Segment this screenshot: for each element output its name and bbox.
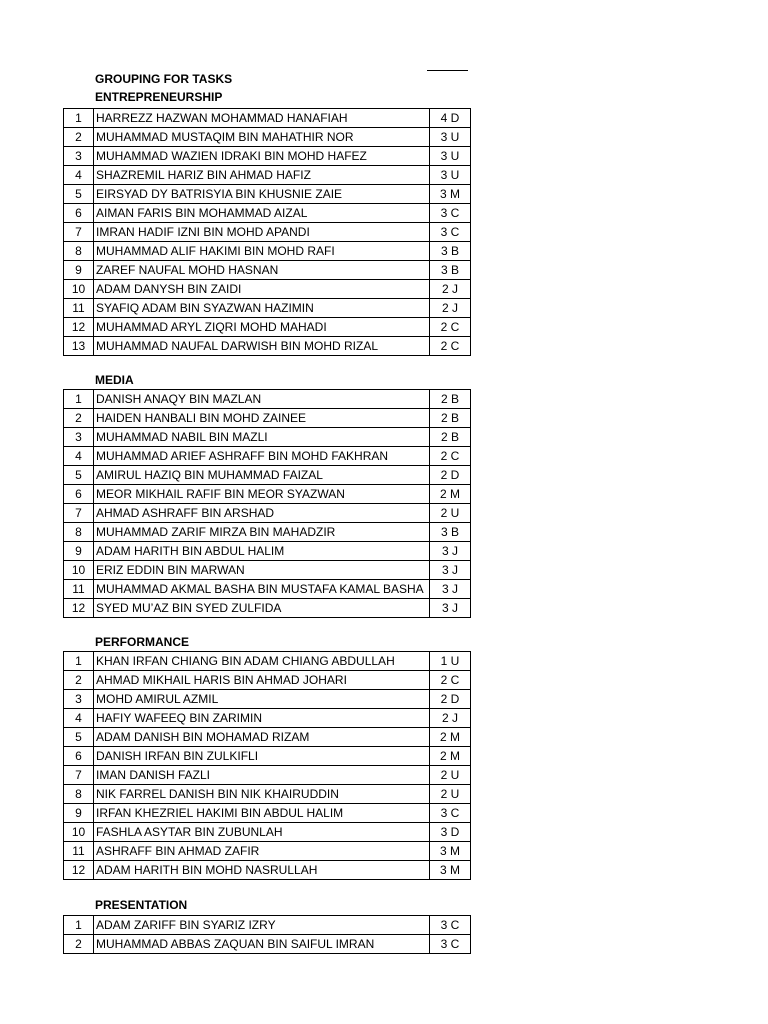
group-heading: MEDIA [95, 373, 134, 387]
table-row [64, 185, 471, 204]
row-number: 4 [64, 709, 94, 728]
class-code: 3 U [430, 147, 471, 166]
row-number: 11 [64, 299, 94, 318]
student-name: AHMAD ASHRAFF BIN ARSHAD [94, 504, 430, 523]
table-row [64, 261, 471, 280]
group-table [63, 651, 471, 880]
table-row [64, 390, 471, 409]
class-code: 2 B [430, 409, 471, 428]
table-row [64, 935, 471, 954]
table-row [64, 561, 471, 580]
row-number: 8 [64, 785, 94, 804]
group-heading: ENTREPRENEURSHIP [95, 90, 223, 104]
row-number: 7 [64, 223, 94, 242]
table-row [64, 280, 471, 299]
class-code: 1 U [430, 652, 471, 671]
table-row [64, 447, 471, 466]
table-row [64, 128, 471, 147]
row-number: 11 [64, 842, 94, 861]
student-name: SYED MU’AZ BIN SYED ZULFIDA [94, 599, 430, 618]
table-row [64, 580, 471, 599]
class-code: 2 J [430, 280, 471, 299]
table-row [64, 166, 471, 185]
table-row [64, 823, 471, 842]
student-name: AHMAD MIKHAIL HARIS BIN AHMAD JOHARI [94, 671, 430, 690]
class-code: 3 J [430, 599, 471, 618]
class-code: 3 B [430, 261, 471, 280]
table-row [64, 728, 471, 747]
table-row [64, 147, 471, 166]
student-name: ADAM HARITH BIN MOHD NASRULLAH [94, 861, 430, 880]
class-code: 3 M [430, 185, 471, 204]
student-name: NIK FARREL DANISH BIN NIK KHAIRUDDIN [94, 785, 430, 804]
class-code: 3 U [430, 166, 471, 185]
student-name: MUHAMMAD AKMAL BASHA BIN MUSTAFA KAMAL BASHA [94, 580, 430, 599]
class-code: 3 C [430, 916, 471, 935]
class-code: 3 C [430, 204, 471, 223]
class-code: 3 C [430, 804, 471, 823]
row-number: 10 [64, 280, 94, 299]
table-row [64, 690, 471, 709]
page-title: GROUPING FOR TASKS [95, 72, 233, 86]
row-number: 12 [64, 861, 94, 880]
student-name: HARREZZ HAZWAN MOHAMMAD HANAFIAH [94, 109, 430, 128]
table-row [64, 485, 471, 504]
student-name: HAFIY WAFEEQ BIN ZARIMIN [94, 709, 430, 728]
table-row [64, 652, 471, 671]
row-number: 9 [64, 804, 94, 823]
student-name: EIRSYAD DY BATRISYIA BIN KHUSNIE ZAIE [94, 185, 430, 204]
student-name: ERIZ EDDIN BIN MARWAN [94, 561, 430, 580]
group-heading: PRESENTATION [95, 898, 188, 912]
student-name: AIMAN FARIS BIN MOHAMMAD AIZAL [94, 204, 430, 223]
row-number: 13 [64, 337, 94, 356]
table-row [64, 916, 471, 935]
class-code: 2 B [430, 390, 471, 409]
row-number: 10 [64, 561, 94, 580]
class-code: 2 U [430, 785, 471, 804]
row-number: 4 [64, 166, 94, 185]
row-number: 7 [64, 766, 94, 785]
class-code: 3 M [430, 842, 471, 861]
row-number: 2 [64, 128, 94, 147]
student-name: IMAN DANISH FAZLI [94, 766, 430, 785]
group-table [63, 389, 471, 618]
class-code: 3 J [430, 561, 471, 580]
student-name: DANISH IRFAN BIN ZULKIFLI [94, 747, 430, 766]
student-name: MUHAMMAD ARIEF ASHRAFF BIN MOHD FAKHRAN [94, 447, 430, 466]
row-number: 7 [64, 504, 94, 523]
class-code: 3 M [430, 861, 471, 880]
row-number: 8 [64, 242, 94, 261]
student-name: SYAFIQ ADAM BIN SYAZWAN HAZIMIN [94, 299, 430, 318]
class-code: 4 D [430, 109, 471, 128]
table-row [64, 337, 471, 356]
table-row [64, 766, 471, 785]
row-number: 2 [64, 935, 94, 954]
student-name: ADAM ZARIFF BIN SYARIZ IZRY [94, 916, 430, 935]
class-code: 3 U [430, 128, 471, 147]
class-code: 3 B [430, 523, 471, 542]
table-row [64, 747, 471, 766]
row-number: 8 [64, 523, 94, 542]
student-name: ASHRAFF BIN AHMAD ZAFIR [94, 842, 430, 861]
student-name: MUHAMMAD ARYL ZIQRI MOHD MAHADI [94, 318, 430, 337]
table-row [64, 242, 471, 261]
row-number: 10 [64, 823, 94, 842]
class-code: 2 M [430, 485, 471, 504]
row-number: 4 [64, 447, 94, 466]
class-code: 3 B [430, 242, 471, 261]
row-number: 6 [64, 485, 94, 504]
student-name: IRFAN KHEZRIEL HAKIMI BIN ABDUL HALIM [94, 804, 430, 823]
class-code: 2 B [430, 428, 471, 447]
student-name: MUHAMMAD ZARIF MIRZA BIN MAHADZIR [94, 523, 430, 542]
row-number: 5 [64, 466, 94, 485]
student-name: MOHD AMIRUL AZMIL [94, 690, 430, 709]
class-code: 2 C [430, 318, 471, 337]
table-row [64, 861, 471, 880]
table-row [64, 804, 471, 823]
class-code: 2 J [430, 709, 471, 728]
student-name: MUHAMMAD MUSTAQIM BIN MAHATHIR NOR [94, 128, 430, 147]
table-row [64, 785, 471, 804]
group-heading: PERFORMANCE [95, 635, 190, 649]
class-code: 3 J [430, 580, 471, 599]
student-name: ZAREF NAUFAL MOHD HASNAN [94, 261, 430, 280]
row-number: 11 [64, 580, 94, 599]
student-name: ADAM DANISH BIN MOHAMAD RIZAM [94, 728, 430, 747]
class-code: 2 C [430, 447, 471, 466]
table-row [64, 409, 471, 428]
row-number: 3 [64, 690, 94, 709]
row-number: 1 [64, 390, 94, 409]
student-name: MUHAMMAD WAZIEN IDRAKI BIN MOHD HAFEZ [94, 147, 430, 166]
top-rule [427, 70, 468, 71]
row-number: 12 [64, 318, 94, 337]
class-code: 3 C [430, 935, 471, 954]
group-table [63, 915, 471, 954]
table-row [64, 542, 471, 561]
student-name: KHAN IRFAN CHIANG BIN ADAM CHIANG ABDULLAH [94, 652, 430, 671]
student-name: FASHLA ASYTAR BIN ZUBUNLAH [94, 823, 430, 842]
student-name: ADAM DANYSH BIN ZAIDI [94, 280, 430, 299]
student-name: MUHAMMAD NAUFAL DARWISH BIN MOHD RIZAL [94, 337, 430, 356]
table-row [64, 709, 471, 728]
student-name: SHAZREMIL HARIZ BIN AHMAD HAFIZ [94, 166, 430, 185]
row-number: 5 [64, 185, 94, 204]
table-row [64, 109, 471, 128]
class-code: 3 D [430, 823, 471, 842]
row-number: 5 [64, 728, 94, 747]
table-row [64, 428, 471, 447]
row-number: 6 [64, 204, 94, 223]
table-row [64, 842, 471, 861]
class-code: 2 C [430, 337, 471, 356]
table-row [64, 523, 471, 542]
table-row [64, 299, 471, 318]
table-row [64, 204, 471, 223]
student-name: ADAM HARITH BIN ABDUL HALIM [94, 542, 430, 561]
table-row [64, 671, 471, 690]
table-row [64, 223, 471, 242]
row-number: 6 [64, 747, 94, 766]
class-code: 3 C [430, 223, 471, 242]
student-name: HAIDEN HANBALI BIN MOHD ZAINEE [94, 409, 430, 428]
table-row [64, 318, 471, 337]
class-code: 2 C [430, 671, 471, 690]
table-row [64, 504, 471, 523]
class-code: 2 M [430, 728, 471, 747]
row-number: 1 [64, 652, 94, 671]
row-number: 1 [64, 109, 94, 128]
class-code: 3 J [430, 542, 471, 561]
row-number: 9 [64, 261, 94, 280]
class-code: 2 D [430, 690, 471, 709]
student-name: MEOR MIKHAIL RAFIF BIN MEOR SYAZWAN [94, 485, 430, 504]
student-name: MUHAMMAD NABIL BIN MAZLI [94, 428, 430, 447]
class-code: 2 U [430, 504, 471, 523]
row-number: 1 [64, 916, 94, 935]
row-number: 3 [64, 428, 94, 447]
student-name: MUHAMMAD ALIF HAKIMI BIN MOHD RAFI [94, 242, 430, 261]
row-number: 2 [64, 409, 94, 428]
student-name: MUHAMMAD ABBAS ZAQUAN BIN SAIFUL IMRAN [94, 935, 430, 954]
row-number: 9 [64, 542, 94, 561]
group-table [63, 108, 471, 356]
class-code: 2 J [430, 299, 471, 318]
row-number: 2 [64, 671, 94, 690]
row-number: 12 [64, 599, 94, 618]
class-code: 2 U [430, 766, 471, 785]
row-number: 3 [64, 147, 94, 166]
student-name: DANISH ANAQY BIN MAZLAN [94, 390, 430, 409]
class-code: 2 M [430, 747, 471, 766]
table-row [64, 466, 471, 485]
student-name: IMRAN HADIF IZNI BIN MOHD APANDI [94, 223, 430, 242]
table-row [64, 599, 471, 618]
class-code: 2 D [430, 466, 471, 485]
student-name: AMIRUL HAZIQ BIN MUHAMMAD FAIZAL [94, 466, 430, 485]
